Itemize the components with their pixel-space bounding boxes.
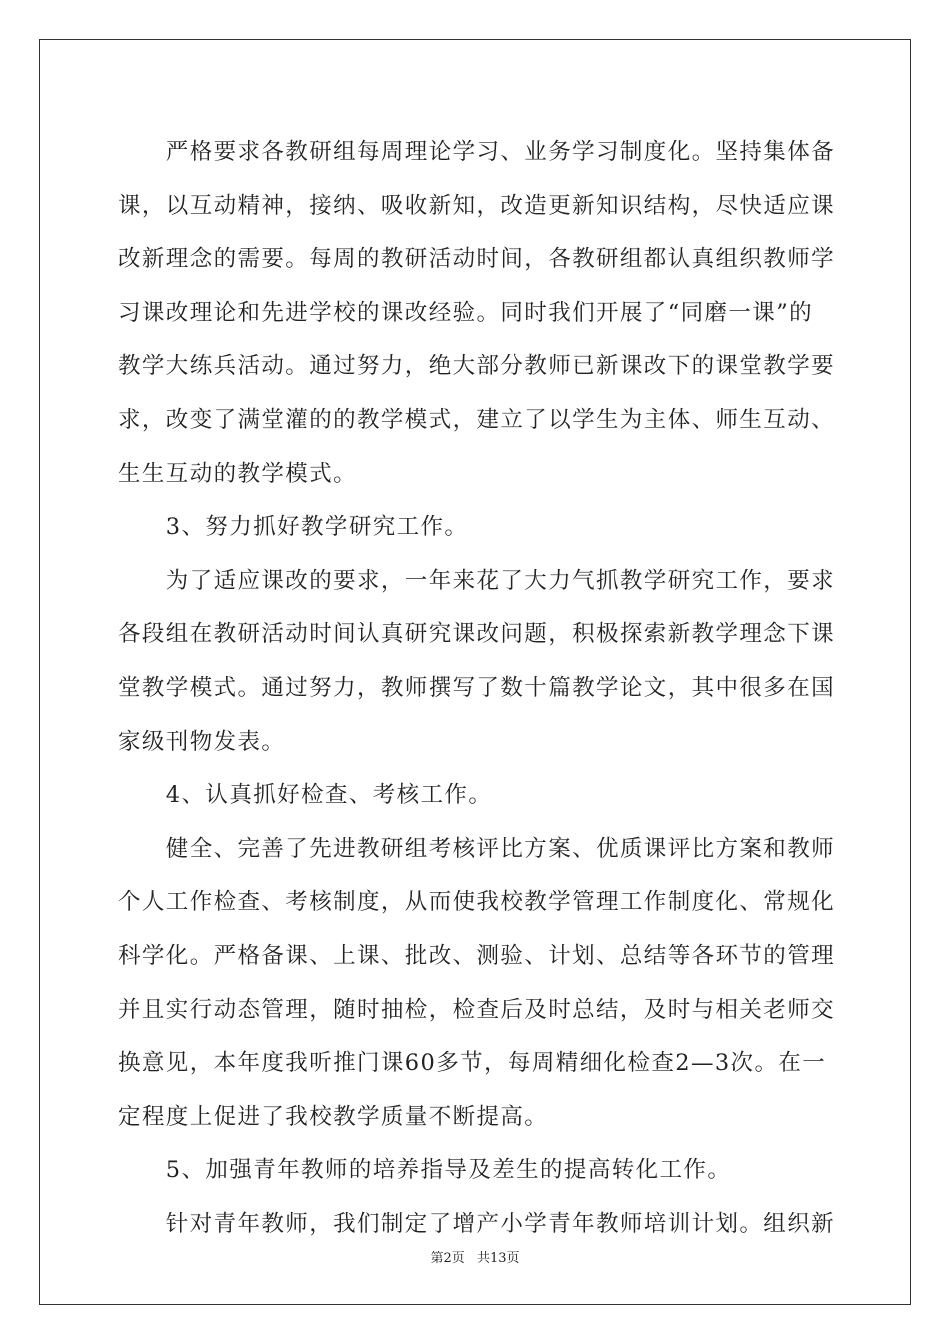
text-line: 生生互动的教学模式。 <box>118 460 358 487</box>
page-number: 第2页 <box>430 1251 465 1266</box>
document-body <box>118 126 834 1251</box>
text-line: 严格要求各教研组每周理论学习、业务学习制度化。坚持集体备 <box>118 139 836 165</box>
text-line: 家级刊物发表。 <box>118 728 286 755</box>
text-line: 堂教学模式。通过努力，教师撰写了数十篇教学论文，其中很多在国 <box>118 674 836 701</box>
text-line: 教学大练兵活动。通过努力，绝大部分教师已新课改下的课堂教学要 <box>118 353 836 380</box>
section-heading: 5、加强青年教师的培养指导及差生的提高转化工作。 <box>118 1157 732 1184</box>
page-total: 共13页 <box>476 1251 520 1266</box>
text-line: 针对青年教师，我们制定了增产小学青年教师培训计划。组织新 <box>118 1210 836 1237</box>
text-line: 定程度上促进了我校教学质量不断提高。 <box>118 1103 549 1130</box>
text-line: 并且实行动态管理，随时抽检，检查后及时总结，及时与相关老师交 <box>118 996 836 1023</box>
text-line: 习课改理论和先进学校的课改经验。同时我们开展了“同磨一课”的 <box>118 299 814 326</box>
text-line: 健全、完善了先进教研组考核评比方案、优质课评比方案和教师 <box>118 835 836 862</box>
text-line: 求，改变了满堂灌的的教学模式，建立了以学生为主体、师生互动、 <box>118 406 836 433</box>
text-line: 换意见，本年度我听推门课60多节，每周精细化检查2—3次。在一 <box>118 1050 827 1077</box>
text-line: 各段组在教研活动时间认真研究课改问题，积极探索新教学理念下课 <box>118 621 836 648</box>
section-heading: 3、努力抓好教学研究工作。 <box>118 514 469 541</box>
text-line: 课，以互动精神，接纳、吸收新知，改造更新知识结构，尽快适应课 <box>118 192 836 219</box>
text-line: 为了适应课改的要求，一年来花了大力气抓教学研究工作，要求 <box>118 567 836 594</box>
text-line: 改新理念的需要。每周的教研活动时间，各教研组都认真组织教师学 <box>118 246 836 273</box>
section-heading: 4、认真抓好检查、考核工作。 <box>118 782 493 809</box>
text-line: 科学化。严格备课、上课、批改、测验、计划、总结等各环节的管理 <box>118 942 836 969</box>
text-line: 个人工作检查、考核制度，从而使我校教学管理工作制度化、常规化 <box>118 889 836 916</box>
page-footer <box>0 1247 950 1266</box>
